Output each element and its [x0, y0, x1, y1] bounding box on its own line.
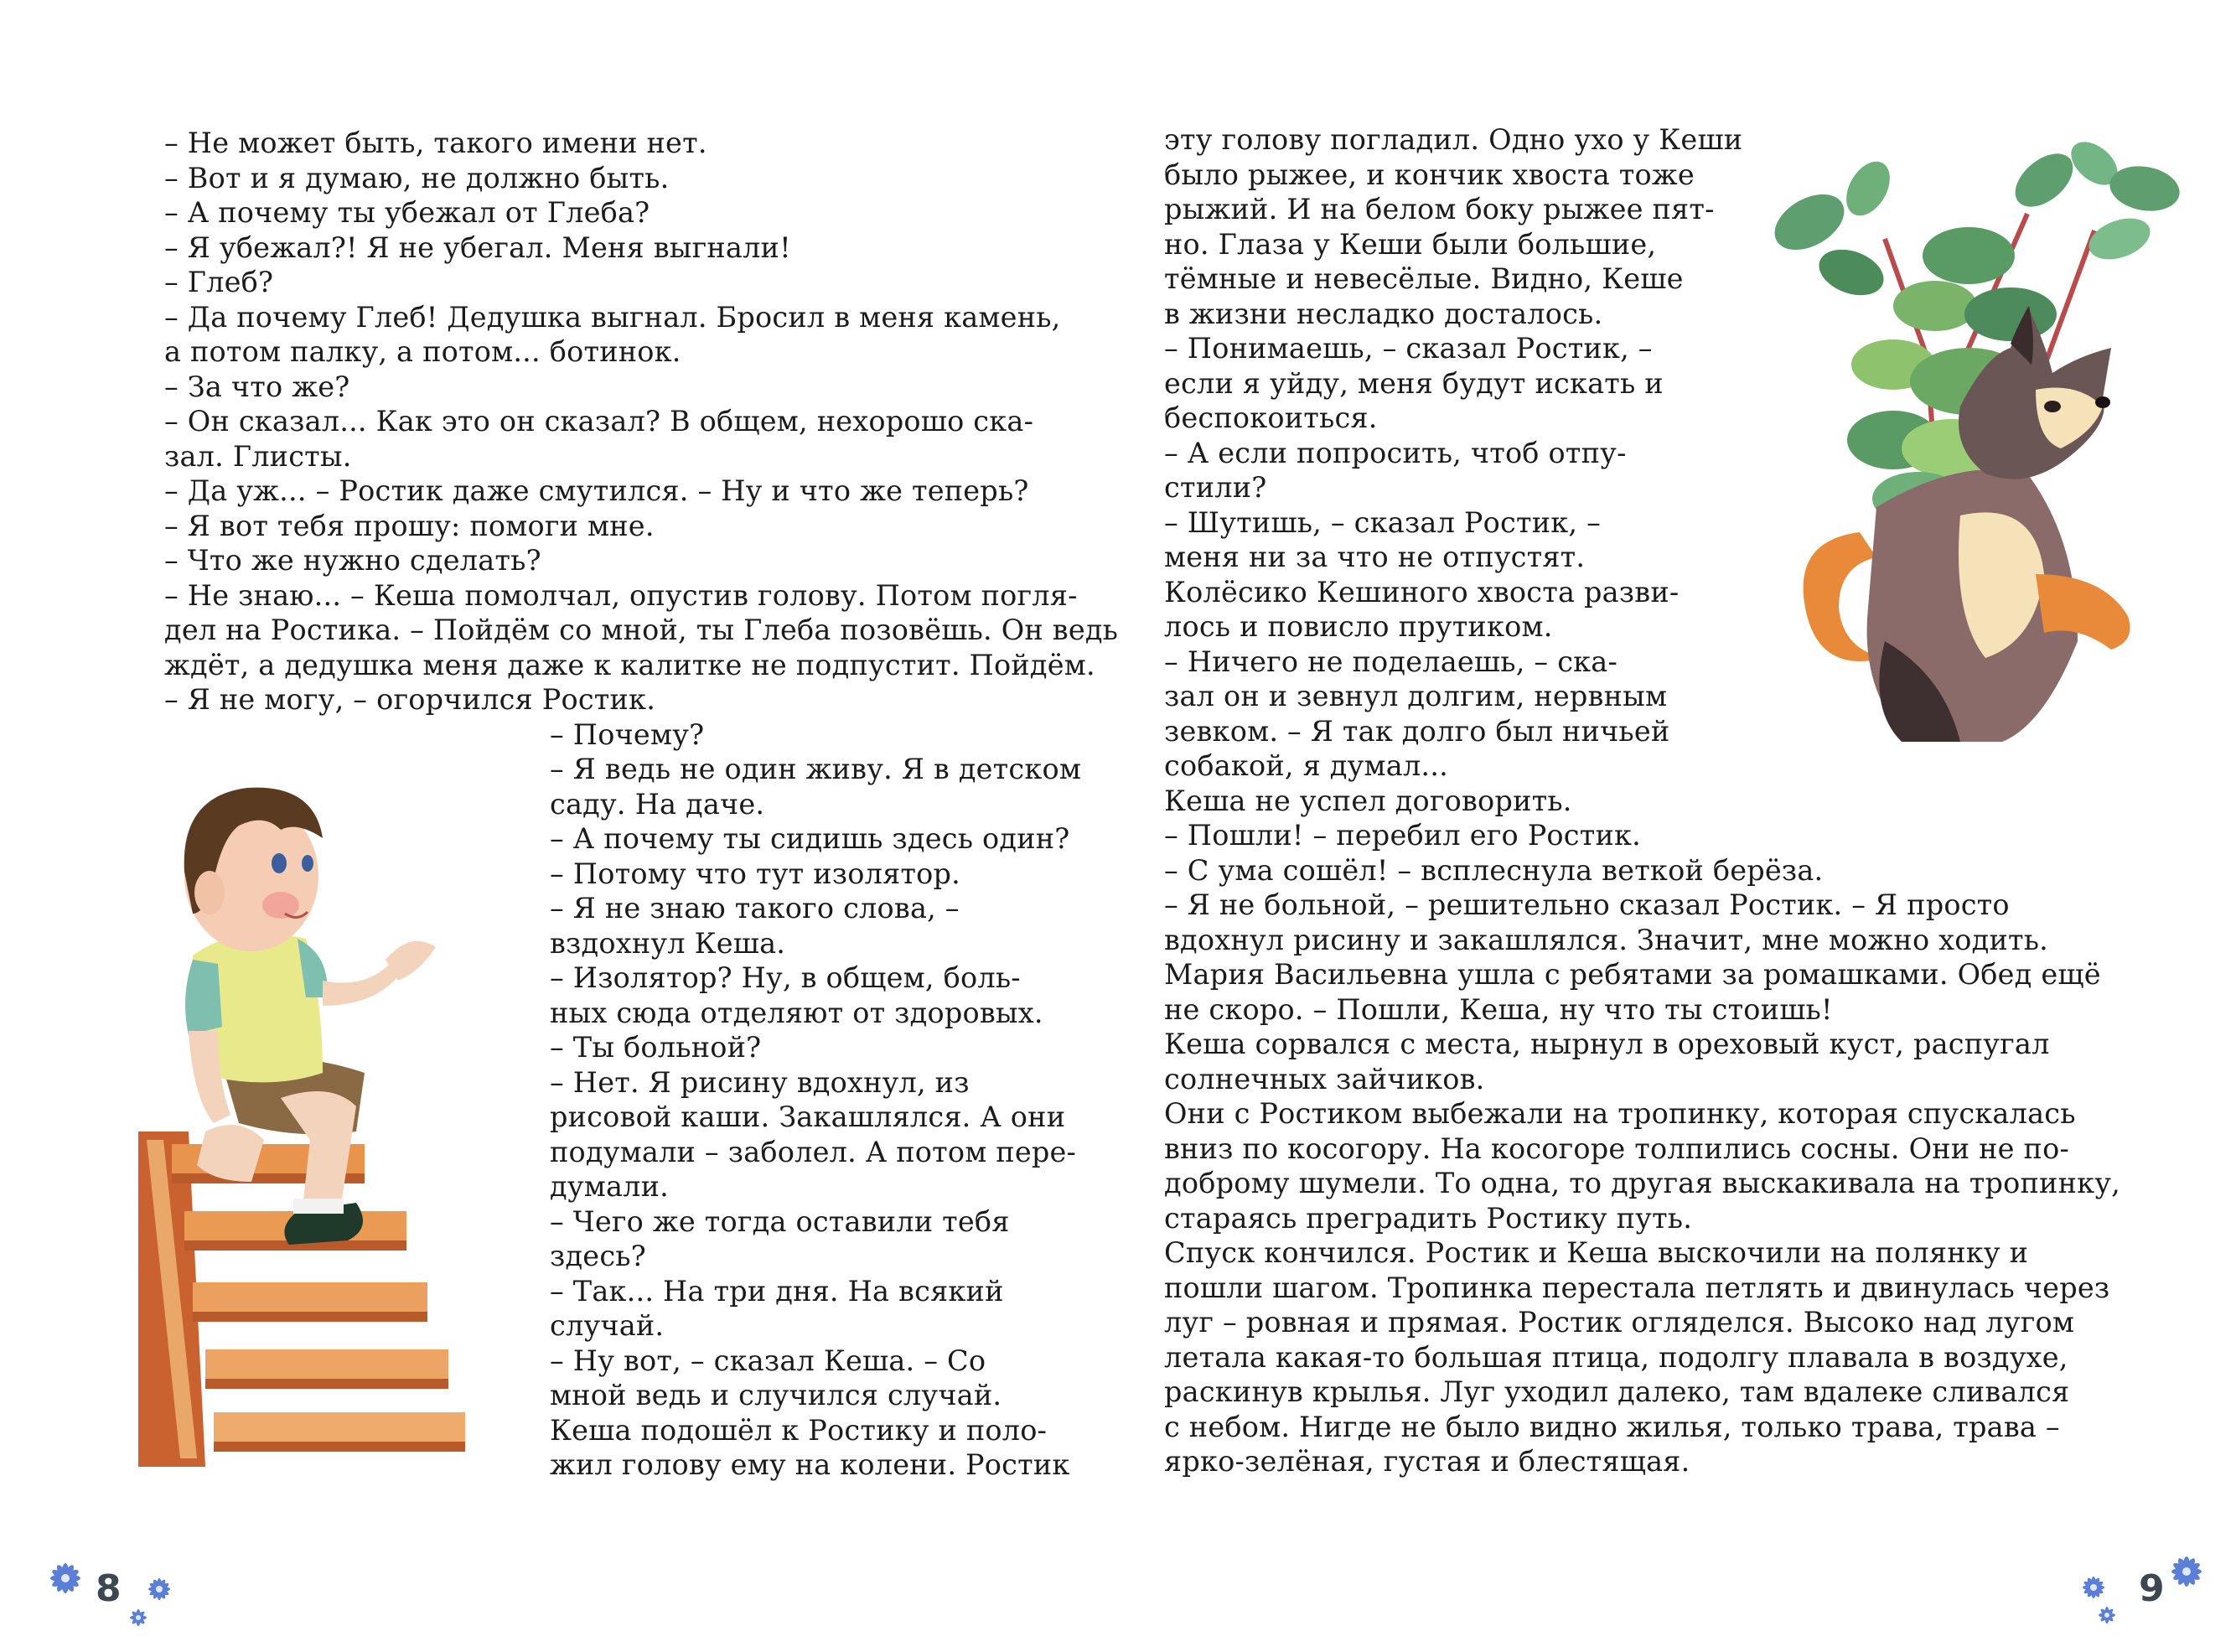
blue-flower-icon [128, 1608, 148, 1628]
text-line: в жизни несладко досталось. [1164, 297, 1603, 330]
page-number: 8 [96, 1567, 122, 1610]
text-line: – Он сказал... Как это он сказал? В общем, нехорошо ска- [164, 405, 1034, 438]
stairs [138, 1132, 465, 1467]
text-line: – Я вот тебя прошу: помоги мне. [164, 509, 655, 542]
text-line: – За что же? [164, 370, 350, 403]
text-line: летала какая-то большая птица, подолгу плавала в воздухе, [1164, 1340, 2068, 1374]
text-line: рыжий. И на белом боку рыжее пят- [1164, 193, 1715, 225]
text-line: – Я убежал?! Я не убегал. Меня выгнали! [164, 230, 791, 264]
text-line: – Потому что тут изолятор. [550, 857, 961, 890]
text-line: – Ничего не поделаешь, – ска- [1164, 645, 1617, 678]
text-line: мной ведь и случился случай. [550, 1379, 1002, 1411]
text-line: – Вот и я думаю, не должно быть. [164, 161, 670, 194]
text-line: Колёсико Кешиного хвоста разви- [1164, 575, 1680, 608]
text-line: – Я не могу, – огорчился Ростик. [164, 683, 656, 716]
text-line: – А если попросить, чтоб отпу- [1164, 436, 1627, 469]
text-line: – Я не знаю такого слова, – [550, 892, 960, 924]
text-line: собакой, я думал... [1164, 749, 1448, 782]
boy-on-stairs-illustration [113, 746, 532, 1467]
text-line: подумали – заболел. А потом пере- [550, 1135, 1077, 1168]
text-line: ярко-зелёная, густая и блестящая. [1164, 1445, 1690, 1478]
boy [184, 788, 436, 1245]
blue-flower-icon [2080, 1574, 2107, 1601]
text-line: ждёт, а дедушка меня даже к калитке не подпустит. Пойдём. [164, 648, 1095, 681]
text-line: Кеша не успел договорить. [1164, 784, 1572, 817]
text-line: солнечных зайчиков. [1164, 1062, 1485, 1095]
text-line: было рыжее, и кончик хвоста тоже [1164, 158, 1695, 191]
text-line: а потом палку, а потом... ботинок. [164, 335, 681, 368]
dog-under-bush-illustration [1759, 138, 2203, 784]
blue-flower-icon [2167, 1552, 2206, 1591]
text-line: – Глеб? [164, 266, 274, 298]
text-line: – Да почему Глеб! Дедушка выгнал. Бросил в меня камень, [164, 300, 1061, 334]
text-line: вздохнул Кеша. [550, 926, 786, 960]
text-line: доброму шумели. То одна, то другая выскакивала на тропинку, [1164, 1167, 2121, 1199]
text-line: – Не знаю... – Кеша помолчал, опустив голову. Потом погля- [164, 578, 1078, 612]
blue-flower-icon [146, 1576, 173, 1603]
text-line: – Изолятор? Ну, в общем, боль- [550, 961, 1021, 994]
text-line: вдохнул рисину и закашлялся. Значит, мне можно ходить. [1164, 923, 2048, 956]
text-line: Спуск кончился. Ростик и Кеша выскочили на полянку и [1164, 1236, 2029, 1269]
text-line: – Да уж... – Ростик даже смутился. – Ну и что же теперь? [164, 474, 1029, 507]
text-line: думали. [550, 1170, 670, 1203]
text-line: – Ты больной? [550, 1031, 762, 1064]
text-line: стараясь преградить Ростику путь. [1164, 1201, 1693, 1235]
text-line: раскинув крылья. Луг уходил далеко, там вдалеке сливался [1164, 1375, 2070, 1408]
text-line: – Шутишь, – сказал Ростик, – [1164, 505, 1602, 539]
text-line: – Пошли! – перебил его Ростик. [1164, 819, 1642, 852]
text-line: – Я ведь не один живу. Я в детском [550, 753, 1082, 785]
text-line: – Понимаешь, – сказал Ростик, – [1164, 332, 1653, 365]
text-line: случай. [550, 1309, 665, 1342]
text-line: – С ума сошёл! – всплеснула веткой берёза. [1164, 853, 1824, 887]
text-line: зевком. – Я так долго был ничьей [1164, 714, 1670, 748]
text-line: – Почему? [550, 717, 705, 751]
page-number: 9 [2139, 1567, 2165, 1610]
text-line: – Я не больной, – решительно сказал Ростик. – Я просто [1164, 888, 2010, 921]
text-line: беспокоиться. [1164, 401, 1378, 434]
text-line: зал он и зевнул долгим, нервным [1164, 680, 1668, 712]
text-line: – Нет. Я рисину вдохнул, из [550, 1065, 970, 1099]
text-line: лось и повисло прутиком. [1164, 610, 1553, 643]
text-line: – А почему ты сидишь здесь один? [550, 822, 1070, 855]
text-line: дел на Ростика. – Пойдём со мной, ты Глеба позовёшь. Он ведь [164, 614, 1119, 646]
text-line: ных сюда отделяют от здоровых. [550, 996, 1043, 1029]
text-line: эту голову погладил. Одно ухо у Кеши [1164, 123, 1743, 156]
text-line: рисовой каши. Закашлялся. А они [550, 1100, 1066, 1133]
text-line: – Ну вот, – сказал Кеша. – Со [550, 1344, 986, 1377]
text-line: если я уйду, меня будут искать и [1164, 366, 1664, 400]
text-line: зал. Глисты. [164, 439, 352, 473]
text-line: стили? [1164, 471, 1267, 504]
text-line: здесь? [550, 1240, 646, 1272]
blue-flower-icon [2097, 1605, 2117, 1625]
text-line: – Так... На три дня. На всякий [550, 1274, 1004, 1308]
right-page [1118, 0, 2236, 1652]
text-line: с небом. Нигде не было видно жилья, только трава, трава – [1164, 1410, 2060, 1443]
text-line: жил голову ему на колени. Ростик [550, 1448, 1070, 1481]
text-line: вниз по косогору. На косогоре толпились сосны. Они не по- [1164, 1132, 2069, 1165]
text-line: Мария Васильевна ушла с ребятами за ромашками. Обед ещё [1164, 958, 2101, 991]
text-line: меня ни за что не отпустят. [1164, 541, 1586, 573]
text-line: луг – ровная и прямая. Ростик огляделся. Высоко над лугом [1164, 1306, 2075, 1339]
text-line: Кеша сорвался с места, нырнул в ореховый куст, распугал [1164, 1028, 2050, 1060]
text-line: Кеша подошёл к Ростику и поло- [550, 1413, 1048, 1447]
text-line: – Чего же тогда оставили тебя [550, 1204, 1010, 1238]
text-line: Они с Ростиком выбежали на тропинку, которая спускалась [1164, 1097, 2076, 1130]
text-line: – Что же нужно сделать? [164, 544, 541, 577]
text-line: – А почему ты убежал от Глеба? [164, 196, 650, 229]
text-line: – Не может быть, такого имени нет. [164, 127, 707, 159]
text-line: не скоро. – Пошли, Кеша, ну что ты стоишь! [1164, 992, 1833, 1026]
blue-flower-icon [46, 1559, 85, 1598]
text-line: пошли шагом. Тропинка перестала петлять и двинулась через [1164, 1271, 2110, 1304]
text-line: но. Глаза у Кеши были большие, [1164, 227, 1657, 261]
text-line: саду. На даче. [550, 787, 765, 821]
text-line: тёмные и невесёлые. Видно, Кеше [1164, 262, 1684, 295]
